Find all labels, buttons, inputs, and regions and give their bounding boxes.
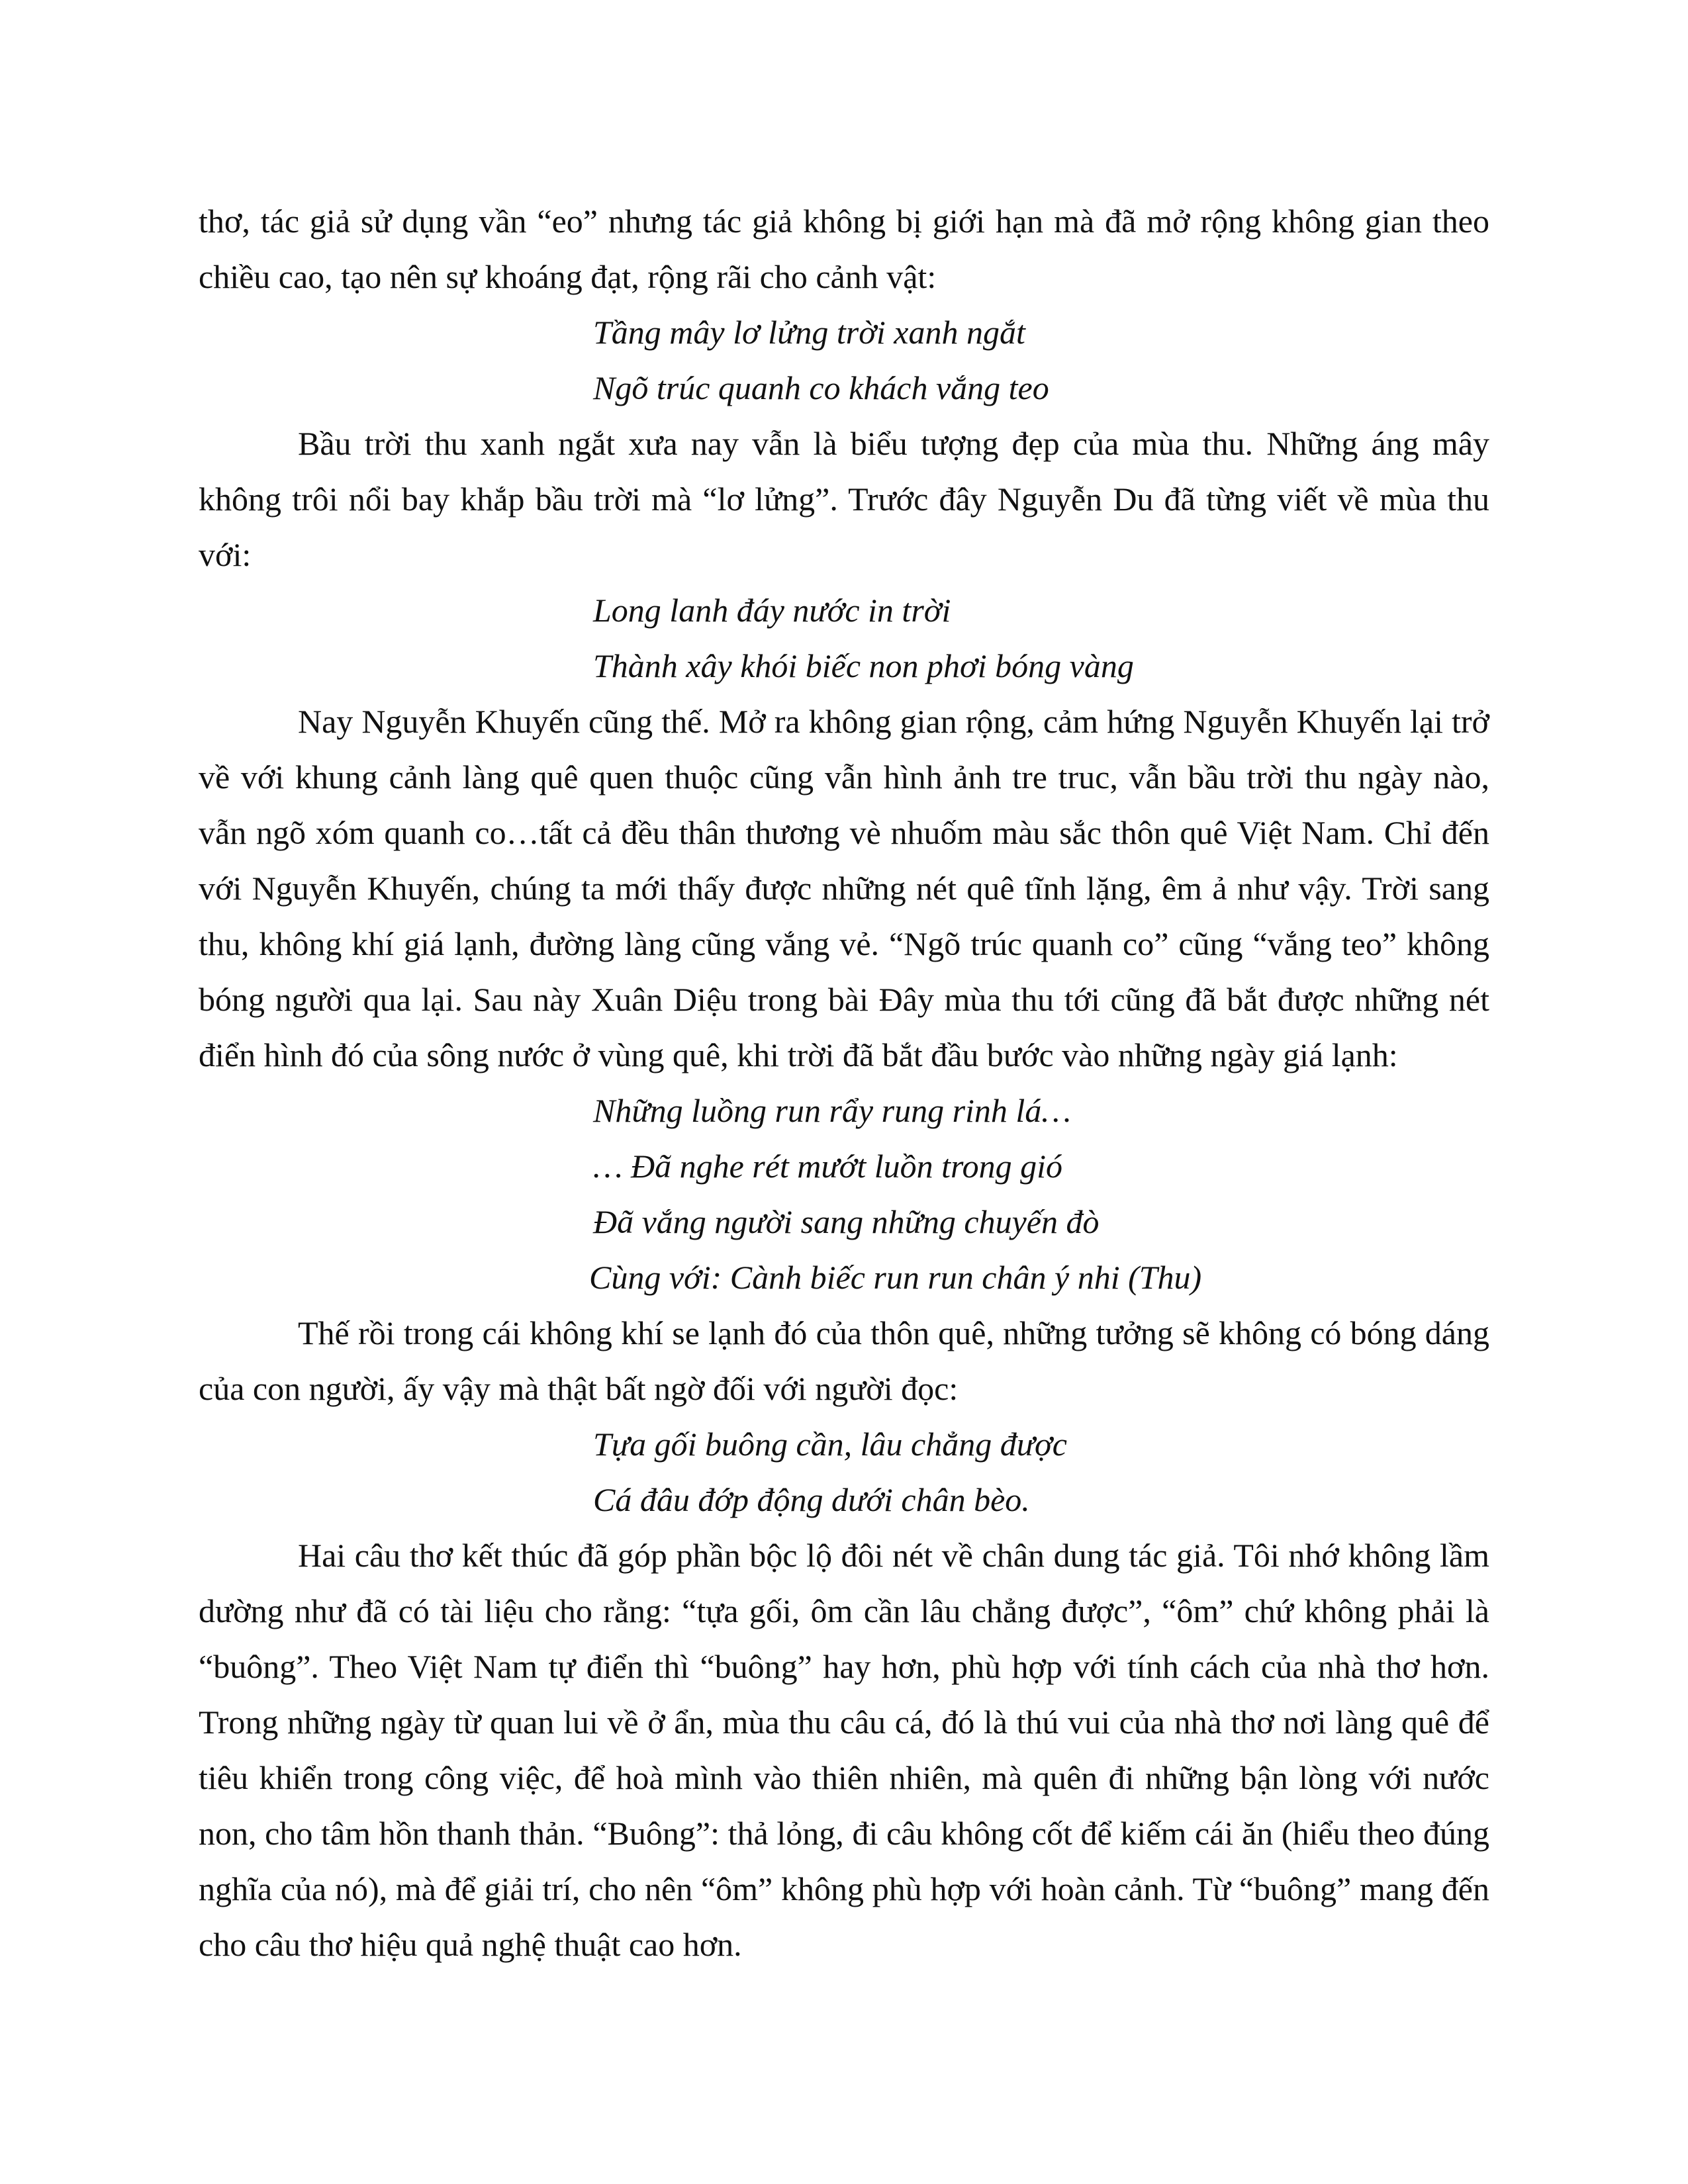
verse-line: Cá đâu đớp động dưới chân bèo. xyxy=(593,1481,1030,1518)
verse-line: Đã vắng người sang những chuyến đò xyxy=(593,1203,1100,1240)
paragraph-autumn-sky: Bầu trời thu xanh ngắt xưa nay vẫn là biểu tượng đẹp của mùa thu. Những áng mây không trôi nổi bay khắp bầu trời mà “lơ lửng”. Trước đây Nguyễn Du đã từng viết về mùa thu với: xyxy=(199,425,1489,573)
paragraph-human-presence: Thế rồi trong cái không khí se lạnh đó của thôn quê, những tưởng sẽ không có bóng dáng của con người, ấy vậy mà thật bất ngờ đối với người đọc: xyxy=(199,1314,1489,1407)
verse-line: Tầng mây lơ lửng trời xanh ngắt xyxy=(593,314,1025,351)
paragraph-conclusion: Hai câu thơ kết thúc đã góp phần bộc lộ đôi nét về chân dung tác giả. Tôi nhớ không lầm dường như đã có tài liệu cho rằng: “tựa gối, ôm cần lâu chẳng được”, “ôm” chứ không phải là “buông”. Theo Việt Nam tự điển thì “buông” hay hơn, phù hợp với tính cách của nhà thơ hơn. Trong những ngày từ quan lui về ở ẩn, mùa thu câu cá, đó là thú vui của nhà thơ nơi làng quê để tiêu khiển trong công việc, để hoà mình vào thiên nhiên, mà quên đi những bận lòng với nước non, cho tâm hồn thanh thản. “Buông”: thả lỏng, đi câu không cốt để kiếm cái ăn (hiểu theo đúng nghĩa của nó), mà để giải trí, cho nên “ôm” không phù hợp với hoàn cảnh. Từ “buông” mang đến cho câu thơ hiệu quả nghệ thuật cao hơn. xyxy=(199,1537,1489,1963)
verse-line: Những luồng run rẩy rung rinh lá… xyxy=(593,1092,1071,1129)
verse-line: Ngõ trúc quanh co khách vắng teo xyxy=(593,369,1049,406)
document-body xyxy=(199,193,1489,1972)
verse-line: Long lanh đáy nước in trời xyxy=(593,592,951,629)
verse-line: Tựa gối buông cần, lâu chẳng được xyxy=(593,1426,1067,1463)
verse-line: Cùng với: Cành biếc run run chân ý nhi (Thu) xyxy=(589,1259,1202,1296)
paragraph-intro: thơ, tác giả sử dụng vần “eo” nhưng tác giả không bị giới hạn mà đã mở rộng không gian theo chiều cao, tạo nên sự khoáng đạt, rộng rãi cho cảnh vật: xyxy=(199,203,1489,295)
verse-line: Thành xây khói biếc non phơi bóng vàng xyxy=(593,647,1134,684)
paragraph-nguyen-khuyen: Nay Nguyễn Khuyến cũng thế. Mở ra không gian rộng, cảm hứng Nguyễn Khuyến lại trở về với khung cảnh làng quê quen thuộc cũng vẫn hình ảnh tre truc, vẫn bầu trời thu ngày nào, vẫn ngõ xóm quanh co…tất cả đều thân thương vè nhuốm màu sắc thôn quê Việt Nam. Chỉ đến với Nguyễn Khuyến, chúng ta mới thấy được những nét quê tĩnh lặng, êm ả như vậy. Trời sang thu, không khí giá lạnh, đường làng cũng vắng vẻ. “Ngõ trúc quanh co” cũng “vắng teo” không bóng người qua lại. Sau này Xuân Diệu trong bài Đây mùa thu tới cũng đã bắt được những nét điển hình đó của sông nước ở vùng quê, khi trời đã bắt đầu bước vào những ngày giá lạnh: xyxy=(199,703,1489,1073)
verse-line: … Đã nghe rét mướt luồn trong gió xyxy=(593,1148,1063,1185)
